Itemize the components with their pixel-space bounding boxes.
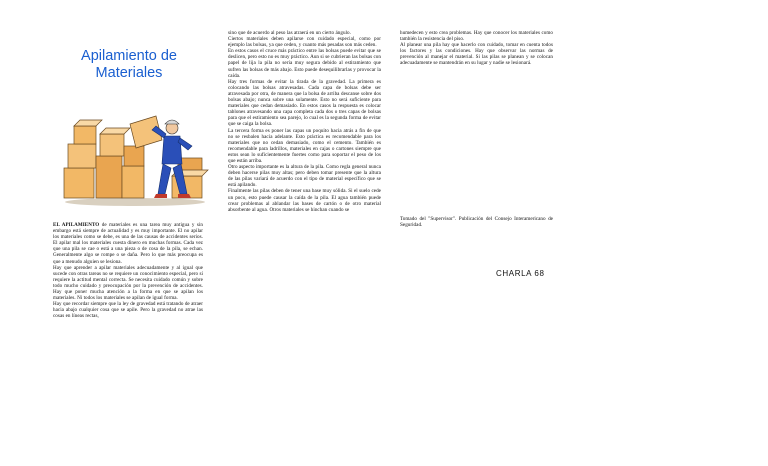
- col1-paragraph-3: Hay que recordar siempre que la ley de gravedad está tratando de atraer hacia abajo cualquier cosa que se apile. Pero la gravedad no atrae las cosas en líneas rectas,: [53, 301, 203, 320]
- lead-in: EL APILAMIENTO: [53, 222, 100, 228]
- title-line-1: Apilamiento de: [81, 48, 177, 64]
- col3-paragraph-1: humedecen y esto crea problemas. Hay que conocer los materiales como también la resistencia del piso.: [400, 30, 553, 43]
- col1-paragraph-1: [53, 222, 203, 265]
- col2-paragraph-3: En estos casos el cruce más práctico entre las bolsas puede evitar que se deslicen, pero esto no es muy práctico. Aun si se cubrieran las bolsas con papel de lija la pila no sería muy segura debido al estiramiento que sufren las bolsas de más abajo. Esto puede desequilibrarlas y provocar la caída.: [228, 48, 381, 79]
- col2-paragraph-4: Hay tres formas de evitar la tirada de la gravedad. La primera es colocando las bolsas atravesadas. Cada capa de bolsas debe ser atravesada por otra, de manera que la bolsa de arriba descanse sobre dos bolsas abajo; nunca sobre una solamente. Esto no será suficiente para materiales que cedan demasiado. En estos casos la respuesta es colocar tablones atravesando una capa completa cada dos o tres capas de bolsas para que el estiramiento sea parejo, lo cual es la segunda forma de evitar que se caiga la bolsa.: [228, 78, 381, 128]
- col2-paragraph-5: La tercera forma es poner las capas un poquito hacia atrás a fin de que no se resbalen hacia adelante. Esto práctica es recomendable para los materiales que no cedan demasiado, como el cemento. También es recomendable para ladrillos, materiales en cajas o cartones siempre que estos sean lo suficientemente fuertes como para soportar el peso de los que están arriba.: [228, 127, 381, 164]
- col2-paragraph-2: Ciertos materiales deben apilarse con cuidado especial, como por ejemplo las bolsas, ya que ceden, y cuanto más pesadas son más ceden.: [228, 36, 381, 49]
- col1-paragraph-2: Hay que aprender a apilar materiales adecuadamente y al igual que sucede con otras tareas no se requiere un conocimiento especial, pero sí requiere la actitud mental correcta. Se necesita cuidado común y sobre todo mucho cuidado y preocupación por la prevención de accidentes. Hay que poner mucha atención a la forma en que se apilan los materiales. Ni todos los materiales se apilan de igual forma.: [53, 264, 203, 302]
- worker-stacking-boxes-icon: [60, 106, 210, 206]
- document-title: [54, 48, 204, 82]
- col1-p1-text: de materiales es una tarea muy antigua y sin embargo está siempre de actualidad y es muy importante. El no apilar los materiales como se debe, es una de las causas de accidentes serios. El apilar mal los materiales cuesta dinero en muchas formas. Cada vez que una pila se cae o está a una pieza o de cosa de la pila, se echan. Generalmente algo se rompe o se daña. Pero lo que más preocupa es que a menudo alguien se lesiona.: [53, 222, 203, 265]
- title-line-2: Materiales: [95, 65, 163, 81]
- col2-paragraph-7: Finalmente las pilas deben de tener una base muy sólida. Si el suelo cede un poco, esto puede causar la caída de la pila. El agua también puede crear problemas al ablandar las bases de cartón o de otro material absorbente al agua. Otros materiales se hinchan cuando se: [228, 188, 381, 213]
- col3-paragraph-2: Al planear una pila hay que hacerlo con cuidado, tomar en cuenta todos los factores y las condiciones. Hay que observar las normas de prevención al manejar el material. Si las pilas se planean y se colocan adecuadamente se mantendrán en su lugar y nadie se lesionará.: [400, 42, 553, 67]
- column-1: [53, 222, 203, 454]
- column-2: [228, 30, 381, 455]
- col2-paragraph-6: Otro aspecto importante es la altura de la pila. Como regla general nunca deben hacerse pilas muy altas; pero deben tomar presente que la altura de las pilas variará de acuerdo con el tipo de material específico que se está apilando.: [228, 164, 381, 189]
- source-note: Tomado del "Supervisor". Publicación del Consejo Interamericano de Seguridad.: [400, 216, 553, 229]
- charla-number: CHARLA 68: [496, 269, 545, 278]
- column-3: [400, 30, 553, 120]
- col2-paragraph-1: sino que de acuerdo al peso las atraerá en un cierto ángulo.: [228, 30, 351, 36]
